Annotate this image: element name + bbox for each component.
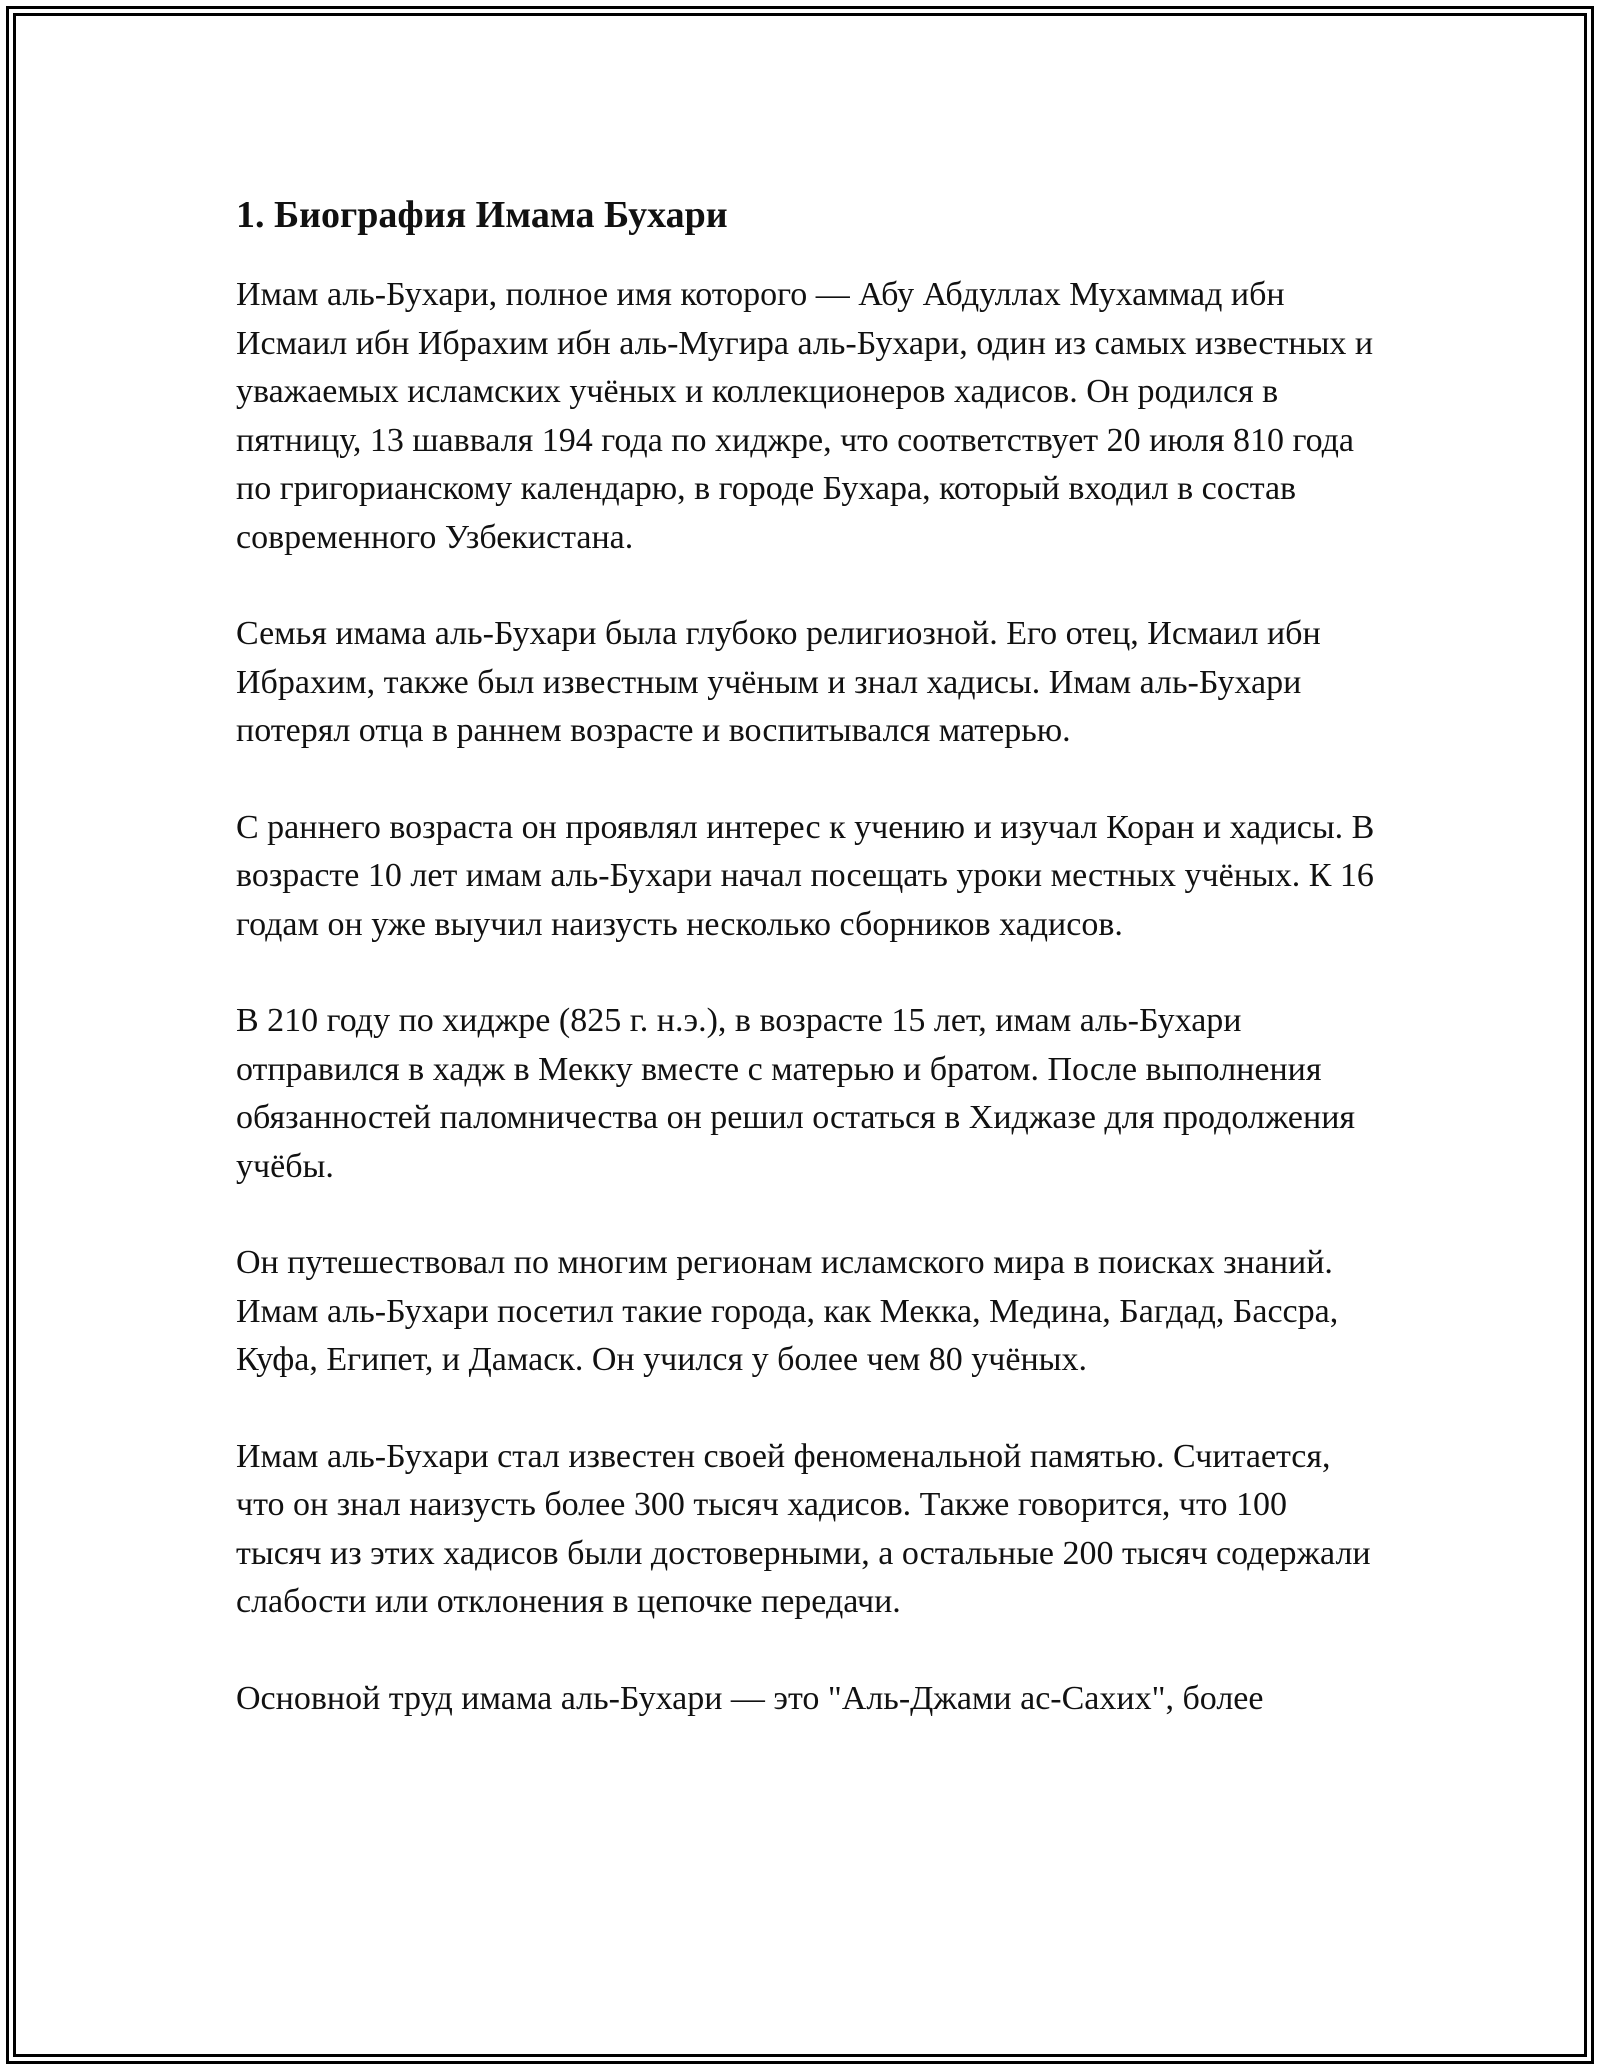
paragraph-hajj: В 210 году по хиджре (825 г. н.э.), в возрасте 15 лет, имам аль-Бухари отправился в хадж в Мекку вместе с матерью и братом. После выполнения обязанностей паломничества он решил остаться в Хиджазе для продолжения учёбы. (236, 1002, 1356, 1185)
paragraph-birth: Имам аль-Бухари, полное имя которого — Абу Абдуллах Мухаммад ибн Исмаил ибн Ибрахим ибн аль-Мугира аль-Бухари, один из самых известных и уважаемых исламских учёных и коллекционеров хадисов. Он родился в пятницу, 13 шавваля 194 года по хиджре, что соответствует 20 июля 810 года по григорианскому календарю, в городе Бухара, который входил в состав современного Узбекистана. (236, 276, 1374, 556)
paragraph-main-work: Основной труд имама аль-Бухари — это "Аль-Джами ас-Сахих", более (236, 1679, 1264, 1717)
paragraph-early-education: С раннего возраста он проявлял интерес к учению и изучал Коран и хадисы. В возрасте 10 лет имам аль-Бухари начал посещать уроки местных учёных. К 16 годам он уже выучил наизусть несколько сборников хадисов. (236, 808, 1375, 943)
paragraph-memory: Имам аль-Бухари стал известен своей феноменальной памятью. Считается, что он знал наизусть более 300 тысяч хадисов. Также говорится, что 100 тысяч из этих хадисов были достоверными, а остальные 200 тысяч содержали слабости или отклонения в цепочке передачи. (236, 1437, 1371, 1620)
document-body (236, 187, 1376, 1771)
paragraph-family: Семья имама аль-Бухари была глубоко религиозной. Его отец, Исмаил ибн Ибрахим, также был известным учёным и знал хадисы. Имам аль-Бухари потерял отца в раннем возрасте и воспитывался матерью. (236, 615, 1321, 749)
paragraph-travels: Он путешествовал по многим регионам исламского мира в поисках знаний. Имам аль-Бухари посетил такие города, как Мекка, Медина, Багдад, Басcра, Куфа, Египет, и Дамаск. Он учился у более чем 80 учёных. (236, 1244, 1339, 1378)
section-heading: 1. Биография Имама Бухари (236, 194, 728, 236)
